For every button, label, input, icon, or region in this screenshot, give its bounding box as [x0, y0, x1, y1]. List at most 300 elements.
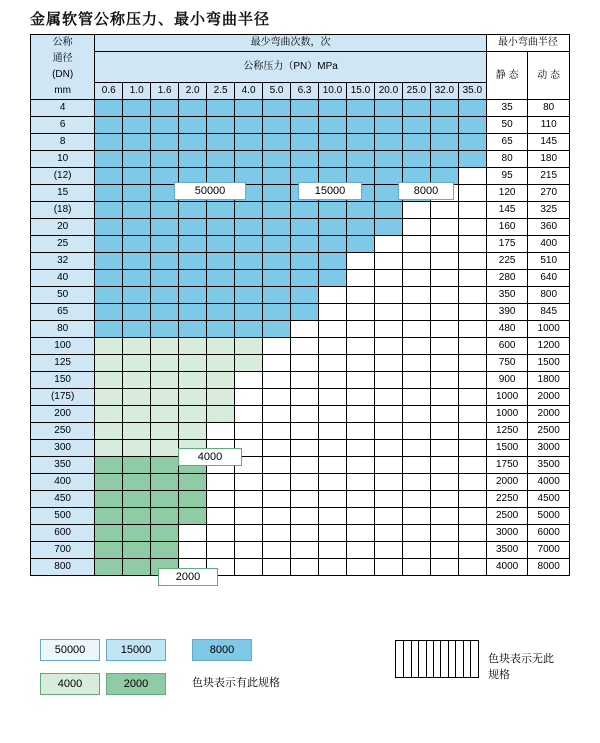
cell-r12-c7 [291, 304, 319, 321]
cell-r19-c2 [151, 423, 179, 440]
cell-r15-c9 [346, 355, 374, 372]
cell-r6-c6 [263, 202, 291, 219]
cell-r27-c7 [291, 559, 319, 576]
pn-value-5: 4.0 [235, 83, 263, 100]
cell-r26-c13 [458, 542, 486, 559]
cell-r2-c1 [123, 134, 151, 151]
cell-r27-c9 [346, 559, 374, 576]
overlay-label-4: 2000 [158, 568, 218, 586]
cell-r10-c9 [346, 270, 374, 287]
cell-r2-c11 [402, 134, 430, 151]
stripe-line [403, 641, 404, 677]
cell-r25-c4 [207, 525, 235, 542]
cell-r0-c9 [346, 100, 374, 117]
cell-r18-c7 [291, 406, 319, 423]
radius-dynamic-value: 1000 [528, 321, 570, 338]
cell-r2-c3 [179, 134, 207, 151]
cell-r19-c10 [374, 423, 402, 440]
cell-r21-c11 [402, 457, 430, 474]
cell-r14-c11 [402, 338, 430, 355]
cell-r3-c2 [151, 151, 179, 168]
cell-r14-c13 [458, 338, 486, 355]
cell-r24-c7 [291, 508, 319, 525]
radius-static-value: 1250 [486, 423, 527, 440]
dn-value: 400 [31, 474, 95, 491]
cell-r19-c9 [346, 423, 374, 440]
radius-static-value: 35 [486, 100, 527, 117]
dn-value: 100 [31, 338, 95, 355]
radius-static-value: 600 [486, 338, 527, 355]
cell-r16-c4 [207, 372, 235, 389]
cell-r10-c1 [123, 270, 151, 287]
cell-r7-c6 [263, 219, 291, 236]
cell-r16-c2 [151, 372, 179, 389]
cell-r14-c1 [123, 338, 151, 355]
cell-r19-c1 [123, 423, 151, 440]
cell-r11-c10 [374, 287, 402, 304]
table-row [31, 423, 570, 440]
cell-r13-c6 [263, 321, 291, 338]
cell-r1-c3 [179, 117, 207, 134]
cell-r15-c6 [263, 355, 291, 372]
cell-r1-c10 [374, 117, 402, 134]
cell-r12-c3 [179, 304, 207, 321]
cell-r8-c1 [123, 236, 151, 253]
table-head-body [31, 35, 570, 100]
cell-r18-c5 [235, 406, 263, 423]
cell-r15-c10 [374, 355, 402, 372]
cell-r3-c5 [235, 151, 263, 168]
cell-r25-c12 [430, 525, 458, 542]
radius-dynamic-value: 800 [528, 287, 570, 304]
cell-r15-c0 [95, 355, 123, 372]
pn-value-10: 20.0 [374, 83, 402, 100]
radius-static-value: 175 [486, 236, 527, 253]
cell-r26-c9 [346, 542, 374, 559]
overlay-label-1: 15000 [298, 182, 362, 200]
cell-r1-c1 [123, 117, 151, 134]
radius-static-value: 80 [486, 151, 527, 168]
cell-r3-c1 [123, 151, 151, 168]
cell-r20-c1 [123, 440, 151, 457]
cell-r24-c0 [95, 508, 123, 525]
cell-r9-c8 [319, 253, 347, 270]
radius-dynamic-value: 270 [528, 185, 570, 202]
table-row [31, 338, 570, 355]
legend-swatch-15000: 15000 [106, 639, 166, 661]
cell-r10-c2 [151, 270, 179, 287]
cell-r12-c13 [458, 304, 486, 321]
cell-r14-c5 [235, 338, 263, 355]
cell-r11-c4 [207, 287, 235, 304]
cell-r8-c5 [235, 236, 263, 253]
cell-r24-c3 [179, 508, 207, 525]
cell-r22-c8 [319, 474, 347, 491]
cell-r13-c7 [291, 321, 319, 338]
cell-r4-c6 [263, 168, 291, 185]
cell-r23-c12 [430, 491, 458, 508]
dn-value: 150 [31, 372, 95, 389]
radius-static-value: 3000 [486, 525, 527, 542]
radius-dynamic-value: 2500 [528, 423, 570, 440]
header-row-2 [31, 52, 570, 83]
cell-r26-c4 [207, 542, 235, 559]
cell-r6-c0 [95, 202, 123, 219]
cell-r16-c8 [319, 372, 347, 389]
cell-r11-c11 [402, 287, 430, 304]
cell-r10-c5 [235, 270, 263, 287]
cell-r15-c13 [458, 355, 486, 372]
legend-swatch-2000: 2000 [106, 673, 166, 695]
cell-r27-c5 [235, 559, 263, 576]
radius-dynamic-value: 110 [528, 117, 570, 134]
cell-r19-c0 [95, 423, 123, 440]
table-row [31, 491, 570, 508]
cell-r2-c12 [430, 134, 458, 151]
cell-r3-c12 [430, 151, 458, 168]
cell-r8-c9 [346, 236, 374, 253]
cell-r11-c5 [235, 287, 263, 304]
radius-dynamic-value: 400 [528, 236, 570, 253]
cell-r18-c9 [346, 406, 374, 423]
cell-r22-c12 [430, 474, 458, 491]
dn-label-line-2: 通径 [52, 53, 73, 64]
cell-r17-c0 [95, 389, 123, 406]
dn-value: 10 [31, 151, 95, 168]
table-row [31, 321, 570, 338]
dn-value: 800 [31, 559, 95, 576]
table-row [31, 440, 570, 457]
cell-r6-c11 [402, 202, 430, 219]
dn-label-line-1: 公称 [52, 37, 73, 48]
legend-row-2 [40, 669, 560, 703]
cell-r8-c2 [151, 236, 179, 253]
striped-sample [395, 640, 479, 678]
cell-r10-c10 [374, 270, 402, 287]
cell-r13-c10 [374, 321, 402, 338]
cell-r9-c4 [207, 253, 235, 270]
cell-r20-c2 [151, 440, 179, 457]
cell-r18-c4 [207, 406, 235, 423]
radius-static-value: 160 [486, 219, 527, 236]
pn-value-4: 2.5 [207, 83, 235, 100]
cell-r25-c1 [123, 525, 151, 542]
dn-value: 32 [31, 253, 95, 270]
cell-r16-c0 [95, 372, 123, 389]
cell-r14-c0 [95, 338, 123, 355]
cell-r3-c13 [458, 151, 486, 168]
table-row [31, 542, 570, 559]
radius-static-value: 1000 [486, 389, 527, 406]
cell-r25-c5 [235, 525, 263, 542]
cell-r12-c1 [123, 304, 151, 321]
radius-static-value: 3500 [486, 542, 527, 559]
table-row [31, 151, 570, 168]
cell-r0-c3 [179, 100, 207, 117]
cell-r16-c12 [430, 372, 458, 389]
cell-r23-c1 [123, 491, 151, 508]
cell-r20-c8 [319, 440, 347, 457]
stripe-line [470, 641, 471, 677]
cell-r18-c12 [430, 406, 458, 423]
cell-r14-c12 [430, 338, 458, 355]
cell-r26-c8 [319, 542, 347, 559]
dn-header-cell [31, 35, 95, 100]
cell-r12-c11 [402, 304, 430, 321]
cell-r18-c1 [123, 406, 151, 423]
cell-r22-c5 [235, 474, 263, 491]
cell-r13-c0 [95, 321, 123, 338]
cell-r4-c0 [95, 168, 123, 185]
cell-r0-c10 [374, 100, 402, 117]
cell-r7-c3 [179, 219, 207, 236]
cell-r17-c7 [291, 389, 319, 406]
cell-r8-c6 [263, 236, 291, 253]
cell-r19-c5 [235, 423, 263, 440]
radius-dynamic-value: 180 [528, 151, 570, 168]
cell-r2-c5 [235, 134, 263, 151]
cell-r6-c13 [458, 202, 486, 219]
radius-dynamic-value: 3500 [528, 457, 570, 474]
cell-r14-c9 [346, 338, 374, 355]
radius-dynamic-value: 1200 [528, 338, 570, 355]
dn-value: 600 [31, 525, 95, 542]
radius-static-value: 280 [486, 270, 527, 287]
cell-r10-c7 [291, 270, 319, 287]
table-row [31, 525, 570, 542]
cell-r25-c13 [458, 525, 486, 542]
table-row [31, 406, 570, 423]
radius-dynamic-value: 4000 [528, 474, 570, 491]
cell-r15-c8 [319, 355, 347, 372]
cell-r25-c10 [374, 525, 402, 542]
cell-r13-c1 [123, 321, 151, 338]
cell-r3-c10 [374, 151, 402, 168]
cell-r20-c10 [374, 440, 402, 457]
cell-r22-c1 [123, 474, 151, 491]
cell-r24-c2 [151, 508, 179, 525]
cell-r7-c0 [95, 219, 123, 236]
cell-r6-c9 [346, 202, 374, 219]
cell-r14-c2 [151, 338, 179, 355]
cell-r18-c0 [95, 406, 123, 423]
cell-r6-c2 [151, 202, 179, 219]
cell-r13-c5 [235, 321, 263, 338]
table-row [31, 372, 570, 389]
cell-r2-c4 [207, 134, 235, 151]
table-row [31, 355, 570, 372]
cell-r7-c2 [151, 219, 179, 236]
cell-r18-c13 [458, 406, 486, 423]
cell-r27-c1 [123, 559, 151, 576]
cell-r16-c1 [123, 372, 151, 389]
cell-r16-c13 [458, 372, 486, 389]
radius-static-value: 1750 [486, 457, 527, 474]
cell-r5-c13 [458, 185, 486, 202]
radius-dynamic-value: 145 [528, 134, 570, 151]
cell-r1-c9 [346, 117, 374, 134]
cell-r10-c8 [319, 270, 347, 287]
bend-count-header: 最少弯曲次数，次 [95, 35, 487, 52]
table-row [31, 134, 570, 151]
cell-r14-c8 [319, 338, 347, 355]
dn-value: 20 [31, 219, 95, 236]
dn-value: 8 [31, 134, 95, 151]
cell-r3-c4 [207, 151, 235, 168]
cell-r0-c8 [319, 100, 347, 117]
spec-table-container [30, 34, 570, 583]
cell-r25-c0 [95, 525, 123, 542]
cell-r20-c6 [263, 440, 291, 457]
cell-r11-c9 [346, 287, 374, 304]
cell-r13-c8 [319, 321, 347, 338]
dn-value: (175) [31, 389, 95, 406]
cell-r16-c7 [291, 372, 319, 389]
spec-table [30, 34, 570, 576]
cell-r20-c11 [402, 440, 430, 457]
cell-r3-c9 [346, 151, 374, 168]
dn-value: 300 [31, 440, 95, 457]
radius-dynamic-value: 80 [528, 100, 570, 117]
cell-r22-c6 [263, 474, 291, 491]
cell-r25-c11 [402, 525, 430, 542]
cell-r12-c4 [207, 304, 235, 321]
cell-r1-c4 [207, 117, 235, 134]
radius-static-value: 120 [486, 185, 527, 202]
cell-r1-c2 [151, 117, 179, 134]
cell-r24-c8 [319, 508, 347, 525]
bend-radius-header: 最小弯曲半径 [486, 35, 569, 52]
cell-r26-c11 [402, 542, 430, 559]
cell-r17-c13 [458, 389, 486, 406]
cell-r17-c6 [263, 389, 291, 406]
cell-r24-c9 [346, 508, 374, 525]
header-row-1 [31, 35, 570, 52]
cell-r21-c1 [123, 457, 151, 474]
stripe-line [440, 641, 441, 677]
radius-static-value: 2250 [486, 491, 527, 508]
cell-r6-c8 [319, 202, 347, 219]
legend-color-note: 色块表示有此规格 [192, 677, 280, 689]
overlay-label-2: 8000 [398, 182, 454, 200]
cell-r2-c7 [291, 134, 319, 151]
cell-r13-c9 [346, 321, 374, 338]
cell-r5-c6 [263, 185, 291, 202]
cell-r19-c6 [263, 423, 291, 440]
cell-r6-c4 [207, 202, 235, 219]
cell-r23-c9 [346, 491, 374, 508]
cell-r7-c7 [291, 219, 319, 236]
cell-r4-c1 [123, 168, 151, 185]
pn-value-11: 25.0 [402, 83, 430, 100]
stripe-line [411, 641, 412, 677]
cell-r6-c10 [374, 202, 402, 219]
cell-r13-c3 [179, 321, 207, 338]
cell-r19-c7 [291, 423, 319, 440]
cell-r3-c7 [291, 151, 319, 168]
cell-r11-c3 [179, 287, 207, 304]
overlay-label-0: 50000 [174, 182, 246, 200]
cell-r21-c13 [458, 457, 486, 474]
cell-r23-c11 [402, 491, 430, 508]
cell-r2-c10 [374, 134, 402, 151]
cell-r1-c12 [430, 117, 458, 134]
cell-r8-c3 [179, 236, 207, 253]
cell-r26-c6 [263, 542, 291, 559]
table-row [31, 287, 570, 304]
cell-r23-c0 [95, 491, 123, 508]
cell-r19-c12 [430, 423, 458, 440]
radius-dynamic-value: 6000 [528, 525, 570, 542]
dn-value: 6 [31, 117, 95, 134]
cell-r27-c10 [374, 559, 402, 576]
table-row [31, 559, 570, 576]
cell-r0-c13 [458, 100, 486, 117]
cell-r26-c5 [235, 542, 263, 559]
cell-r19-c13 [458, 423, 486, 440]
radius-static-value: 1000 [486, 406, 527, 423]
radius-dynamic-header: 动 态 [528, 52, 570, 100]
cell-r25-c6 [263, 525, 291, 542]
legend-swatch-8000: 8000 [192, 639, 252, 661]
dn-label-line-4: mm [54, 85, 71, 96]
cell-r19-c8 [319, 423, 347, 440]
cell-r25-c2 [151, 525, 179, 542]
cell-r21-c12 [430, 457, 458, 474]
radius-static-value: 900 [486, 372, 527, 389]
dn-value: 65 [31, 304, 95, 321]
table-row [31, 474, 570, 491]
dn-value: 125 [31, 355, 95, 372]
dn-value: 350 [31, 457, 95, 474]
table-row [31, 304, 570, 321]
cell-r13-c2 [151, 321, 179, 338]
cell-r6-c3 [179, 202, 207, 219]
cell-r12-c2 [151, 304, 179, 321]
pn-value-1: 1.0 [123, 83, 151, 100]
cell-r7-c1 [123, 219, 151, 236]
table-row [31, 100, 570, 117]
cell-r23-c3 [179, 491, 207, 508]
legend-row-1 [40, 635, 560, 669]
radius-dynamic-value: 7000 [528, 542, 570, 559]
cell-r0-c5 [235, 100, 263, 117]
radius-static-value: 2500 [486, 508, 527, 525]
radius-static-value: 390 [486, 304, 527, 321]
cell-r23-c5 [235, 491, 263, 508]
cell-r15-c2 [151, 355, 179, 372]
table-row [31, 457, 570, 474]
cell-r16-c9 [346, 372, 374, 389]
table-row [31, 270, 570, 287]
cell-r8-c10 [374, 236, 402, 253]
cell-r1-c0 [95, 117, 123, 134]
dn-value: 250 [31, 423, 95, 440]
cell-r14-c10 [374, 338, 402, 355]
cell-r27-c0 [95, 559, 123, 576]
cell-r2-c6 [263, 134, 291, 151]
cell-r26-c1 [123, 542, 151, 559]
cell-r9-c10 [374, 253, 402, 270]
cell-r18-c11 [402, 406, 430, 423]
overlay-label-3: 4000 [178, 448, 242, 466]
cell-r12-c0 [95, 304, 123, 321]
table-row [31, 219, 570, 236]
cell-r9-c2 [151, 253, 179, 270]
cell-r11-c7 [291, 287, 319, 304]
cell-r24-c10 [374, 508, 402, 525]
radius-static-value: 750 [486, 355, 527, 372]
